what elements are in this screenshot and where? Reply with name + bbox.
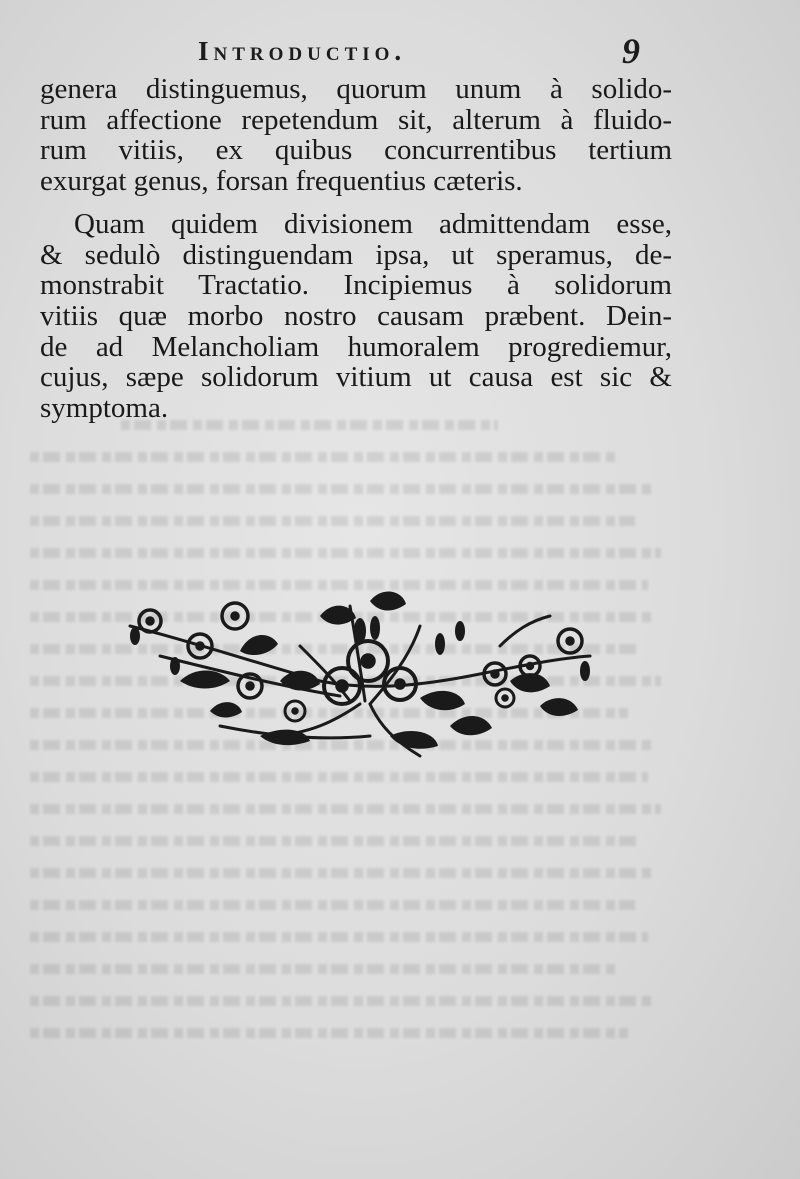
text-line: genera distinguemus, quorum unum à solido-: [40, 73, 672, 105]
floral-vignette-icon: [120, 586, 600, 764]
text-line: vitiis quæ morbo nostro causam præbent. Dein-: [40, 299, 672, 332]
text-line: rum affectione repetendum sit, alterum à fluido-: [40, 103, 672, 136]
paragraph-1: [40, 74, 672, 197]
page-number: 9: [622, 31, 640, 71]
running-head: Introductio.: [198, 36, 407, 66]
body-text: [40, 74, 672, 424]
text-line: rum vitiis, ex quibus concurrentibus tertium: [40, 134, 672, 167]
text-line: cujus, sæpe solidorum vitium ut causa est sic &: [40, 361, 672, 394]
show-through-text: [30, 420, 680, 1120]
text-line: de ad Melancholiam humoralem progrediemur,: [40, 330, 672, 363]
text-line: Quam quidem divisionem admittendam esse,: [74, 207, 672, 240]
text-line: monstrabit Tractatio. Incipiemus à solidorum: [40, 269, 672, 302]
text-line: & sedulò distinguendam ipsa, ut speramus, de-: [40, 238, 672, 271]
page-header: [0, 31, 800, 76]
text-line: symptoma.: [40, 392, 169, 425]
paragraph-2: [40, 209, 672, 424]
text-line: exurgat genus, forsan frequentius cæteris.: [40, 165, 523, 198]
